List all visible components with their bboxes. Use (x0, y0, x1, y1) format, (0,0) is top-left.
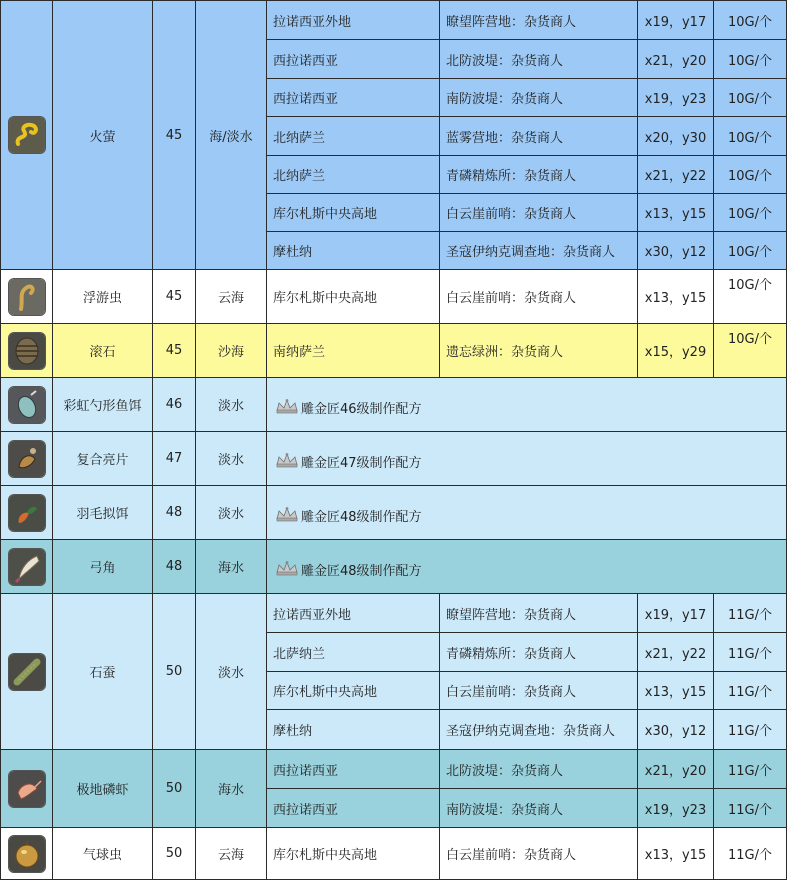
coordinates: x21，y22 (638, 156, 714, 194)
recipe-cell (267, 432, 787, 486)
price: 11G/个 (714, 594, 787, 633)
vendor-location: 青磷精炼所：杂货商人 (440, 633, 638, 672)
horn-lure-icon (8, 548, 46, 586)
bait-icon-cell (1, 1, 53, 270)
price: 11G/个 (714, 710, 787, 750)
price: 10G/个 (714, 194, 787, 232)
table-row (1, 750, 787, 789)
region-name: 摩杜纳 (267, 232, 440, 270)
coordinates: x19，y23 (638, 789, 714, 828)
bait-level: 48 (153, 540, 196, 594)
bait-level: 48 (153, 486, 196, 540)
region-name: 北纳萨兰 (267, 117, 440, 156)
spinner-lure-icon (8, 440, 46, 478)
crown-recipe-icon (275, 452, 299, 472)
bait-name: 石蚕 (53, 594, 153, 750)
vendor-location: 圣寇伊纳克调查地：杂货商人 (440, 710, 638, 750)
bait-level: 50 (153, 750, 196, 828)
vendor-location: 北防波堤：杂货商人 (440, 40, 638, 79)
water-type: 淡水 (196, 432, 267, 486)
price: 10G/个 (714, 270, 787, 324)
recipe-label: 雕金匠48级制作配方 (301, 510, 422, 525)
bait-name: 极地磷虾 (53, 750, 153, 828)
yellow-worm-icon (8, 116, 46, 154)
bait-level: 46 (153, 378, 196, 432)
region-name: 西拉诺西亚 (267, 789, 440, 828)
coordinates: x13，y15 (638, 672, 714, 710)
price: 10G/个 (714, 156, 787, 194)
price: 10G/个 (714, 40, 787, 79)
feather-lure-icon (8, 494, 46, 532)
recipe-cell (267, 540, 787, 594)
floating-worm-icon (8, 278, 46, 316)
bait-icon-cell (1, 540, 53, 594)
vendor-location: 南防波堤：杂货商人 (440, 789, 638, 828)
coordinates: x19，y17 (638, 594, 714, 633)
table-row (1, 378, 787, 432)
vendor-location: 瞭望阵营地：杂货商人 (440, 1, 638, 40)
price: 11G/个 (714, 789, 787, 828)
price: 11G/个 (714, 750, 787, 789)
krill-icon (8, 770, 46, 808)
crown-recipe-icon (275, 560, 299, 580)
bait-level: 45 (153, 324, 196, 378)
bait-name: 彩虹勺形鱼饵 (53, 378, 153, 432)
table-row (1, 594, 787, 633)
price: 11G/个 (714, 828, 787, 880)
coordinates: x20，y30 (638, 117, 714, 156)
bait-name: 滚石 (53, 324, 153, 378)
water-type: 沙海 (196, 324, 267, 378)
coordinates: x21，y20 (638, 750, 714, 789)
price: 10G/个 (714, 324, 787, 378)
water-type: 海水 (196, 540, 267, 594)
table-row (1, 432, 787, 486)
price: 11G/个 (714, 672, 787, 710)
coordinates: x15，y29 (638, 324, 714, 378)
recipe-label: 雕金匠47级制作配方 (301, 456, 422, 471)
bait-level: 47 (153, 432, 196, 486)
caddisfly-icon (8, 653, 46, 691)
vendor-location: 遗忘绿洲：杂货商人 (440, 324, 638, 378)
bait-level: 50 (153, 828, 196, 880)
water-type: 海水 (196, 750, 267, 828)
bait-level: 50 (153, 594, 196, 750)
bait-name: 弓角 (53, 540, 153, 594)
bait-name: 复合亮片 (53, 432, 153, 486)
bait-name: 浮游虫 (53, 270, 153, 324)
region-name: 北纳萨兰 (267, 156, 440, 194)
region-name: 西拉诺西亚 (267, 79, 440, 117)
coordinates: x19，y23 (638, 79, 714, 117)
bait-icon-cell (1, 378, 53, 432)
coordinates: x19，y17 (638, 1, 714, 40)
price: 11G/个 (714, 633, 787, 672)
water-type: 云海 (196, 270, 267, 324)
recipe-label: 雕金匠48级制作配方 (301, 564, 422, 579)
bait-name: 羽毛拟饵 (53, 486, 153, 540)
region-name: 库尔札斯中央高地 (267, 828, 440, 880)
region-name: 西拉诺西亚 (267, 40, 440, 79)
vendor-location: 蓝雾营地：杂货商人 (440, 117, 638, 156)
vendor-location: 圣寇伊纳克调查地：杂货商人 (440, 232, 638, 270)
bait-icon-cell (1, 828, 53, 880)
bait-level: 45 (153, 270, 196, 324)
bait-name: 火萤 (53, 1, 153, 270)
region-name: 摩杜纳 (267, 710, 440, 750)
region-name: 拉诺西亚外地 (267, 594, 440, 633)
bait-icon-cell (1, 432, 53, 486)
bait-level: 45 (153, 1, 196, 270)
vendor-location: 白云崖前哨：杂货商人 (440, 270, 638, 324)
region-name: 南纳萨兰 (267, 324, 440, 378)
table-row (1, 270, 787, 324)
table-row (1, 486, 787, 540)
table-row (1, 324, 787, 378)
region-name: 拉诺西亚外地 (267, 1, 440, 40)
vendor-location: 南防波堤：杂货商人 (440, 79, 638, 117)
pill-bug-icon (8, 332, 46, 370)
bait-icon-cell (1, 750, 53, 828)
recipe-cell (267, 486, 787, 540)
region-name: 西拉诺西亚 (267, 750, 440, 789)
vendor-location: 青磷精炼所：杂货商人 (440, 156, 638, 194)
price: 10G/个 (714, 79, 787, 117)
water-type: 海/淡水 (196, 1, 267, 270)
vendor-location: 白云崖前哨：杂货商人 (440, 672, 638, 710)
vendor-location: 白云崖前哨：杂货商人 (440, 194, 638, 232)
spoon-lure-icon (8, 386, 46, 424)
table-row (1, 1, 787, 40)
price: 10G/个 (714, 117, 787, 156)
recipe-cell (267, 378, 787, 432)
vendor-location: 瞭望阵营地：杂货商人 (440, 594, 638, 633)
crown-recipe-icon (275, 506, 299, 526)
water-type: 云海 (196, 828, 267, 880)
price: 10G/个 (714, 232, 787, 270)
coordinates: x13，y15 (638, 828, 714, 880)
region-name: 北萨纳兰 (267, 633, 440, 672)
region-name: 库尔札斯中央高地 (267, 672, 440, 710)
bait-icon-cell (1, 594, 53, 750)
coordinates: x13，y15 (638, 194, 714, 232)
coordinates: x21，y22 (638, 633, 714, 672)
vendor-location: 北防波堤：杂货商人 (440, 750, 638, 789)
coordinates: x21，y20 (638, 40, 714, 79)
bait-icon-cell (1, 270, 53, 324)
bait-icon-cell (1, 324, 53, 378)
vendor-location: 白云崖前哨：杂货商人 (440, 828, 638, 880)
water-type: 淡水 (196, 378, 267, 432)
coordinates: x30，y12 (638, 232, 714, 270)
recipe-label: 雕金匠46级制作配方 (301, 402, 422, 417)
region-name: 库尔札斯中央高地 (267, 194, 440, 232)
coordinates: x13，y15 (638, 270, 714, 324)
water-type: 淡水 (196, 486, 267, 540)
water-type: 淡水 (196, 594, 267, 750)
bait-name: 气球虫 (53, 828, 153, 880)
bait-icon-cell (1, 486, 53, 540)
coordinates: x30，y12 (638, 710, 714, 750)
region-name: 库尔札斯中央高地 (267, 270, 440, 324)
balloon-bug-icon (8, 835, 46, 873)
table-row (1, 540, 787, 594)
price: 10G/个 (714, 1, 787, 40)
crown-recipe-icon (275, 398, 299, 418)
table-row (1, 828, 787, 880)
